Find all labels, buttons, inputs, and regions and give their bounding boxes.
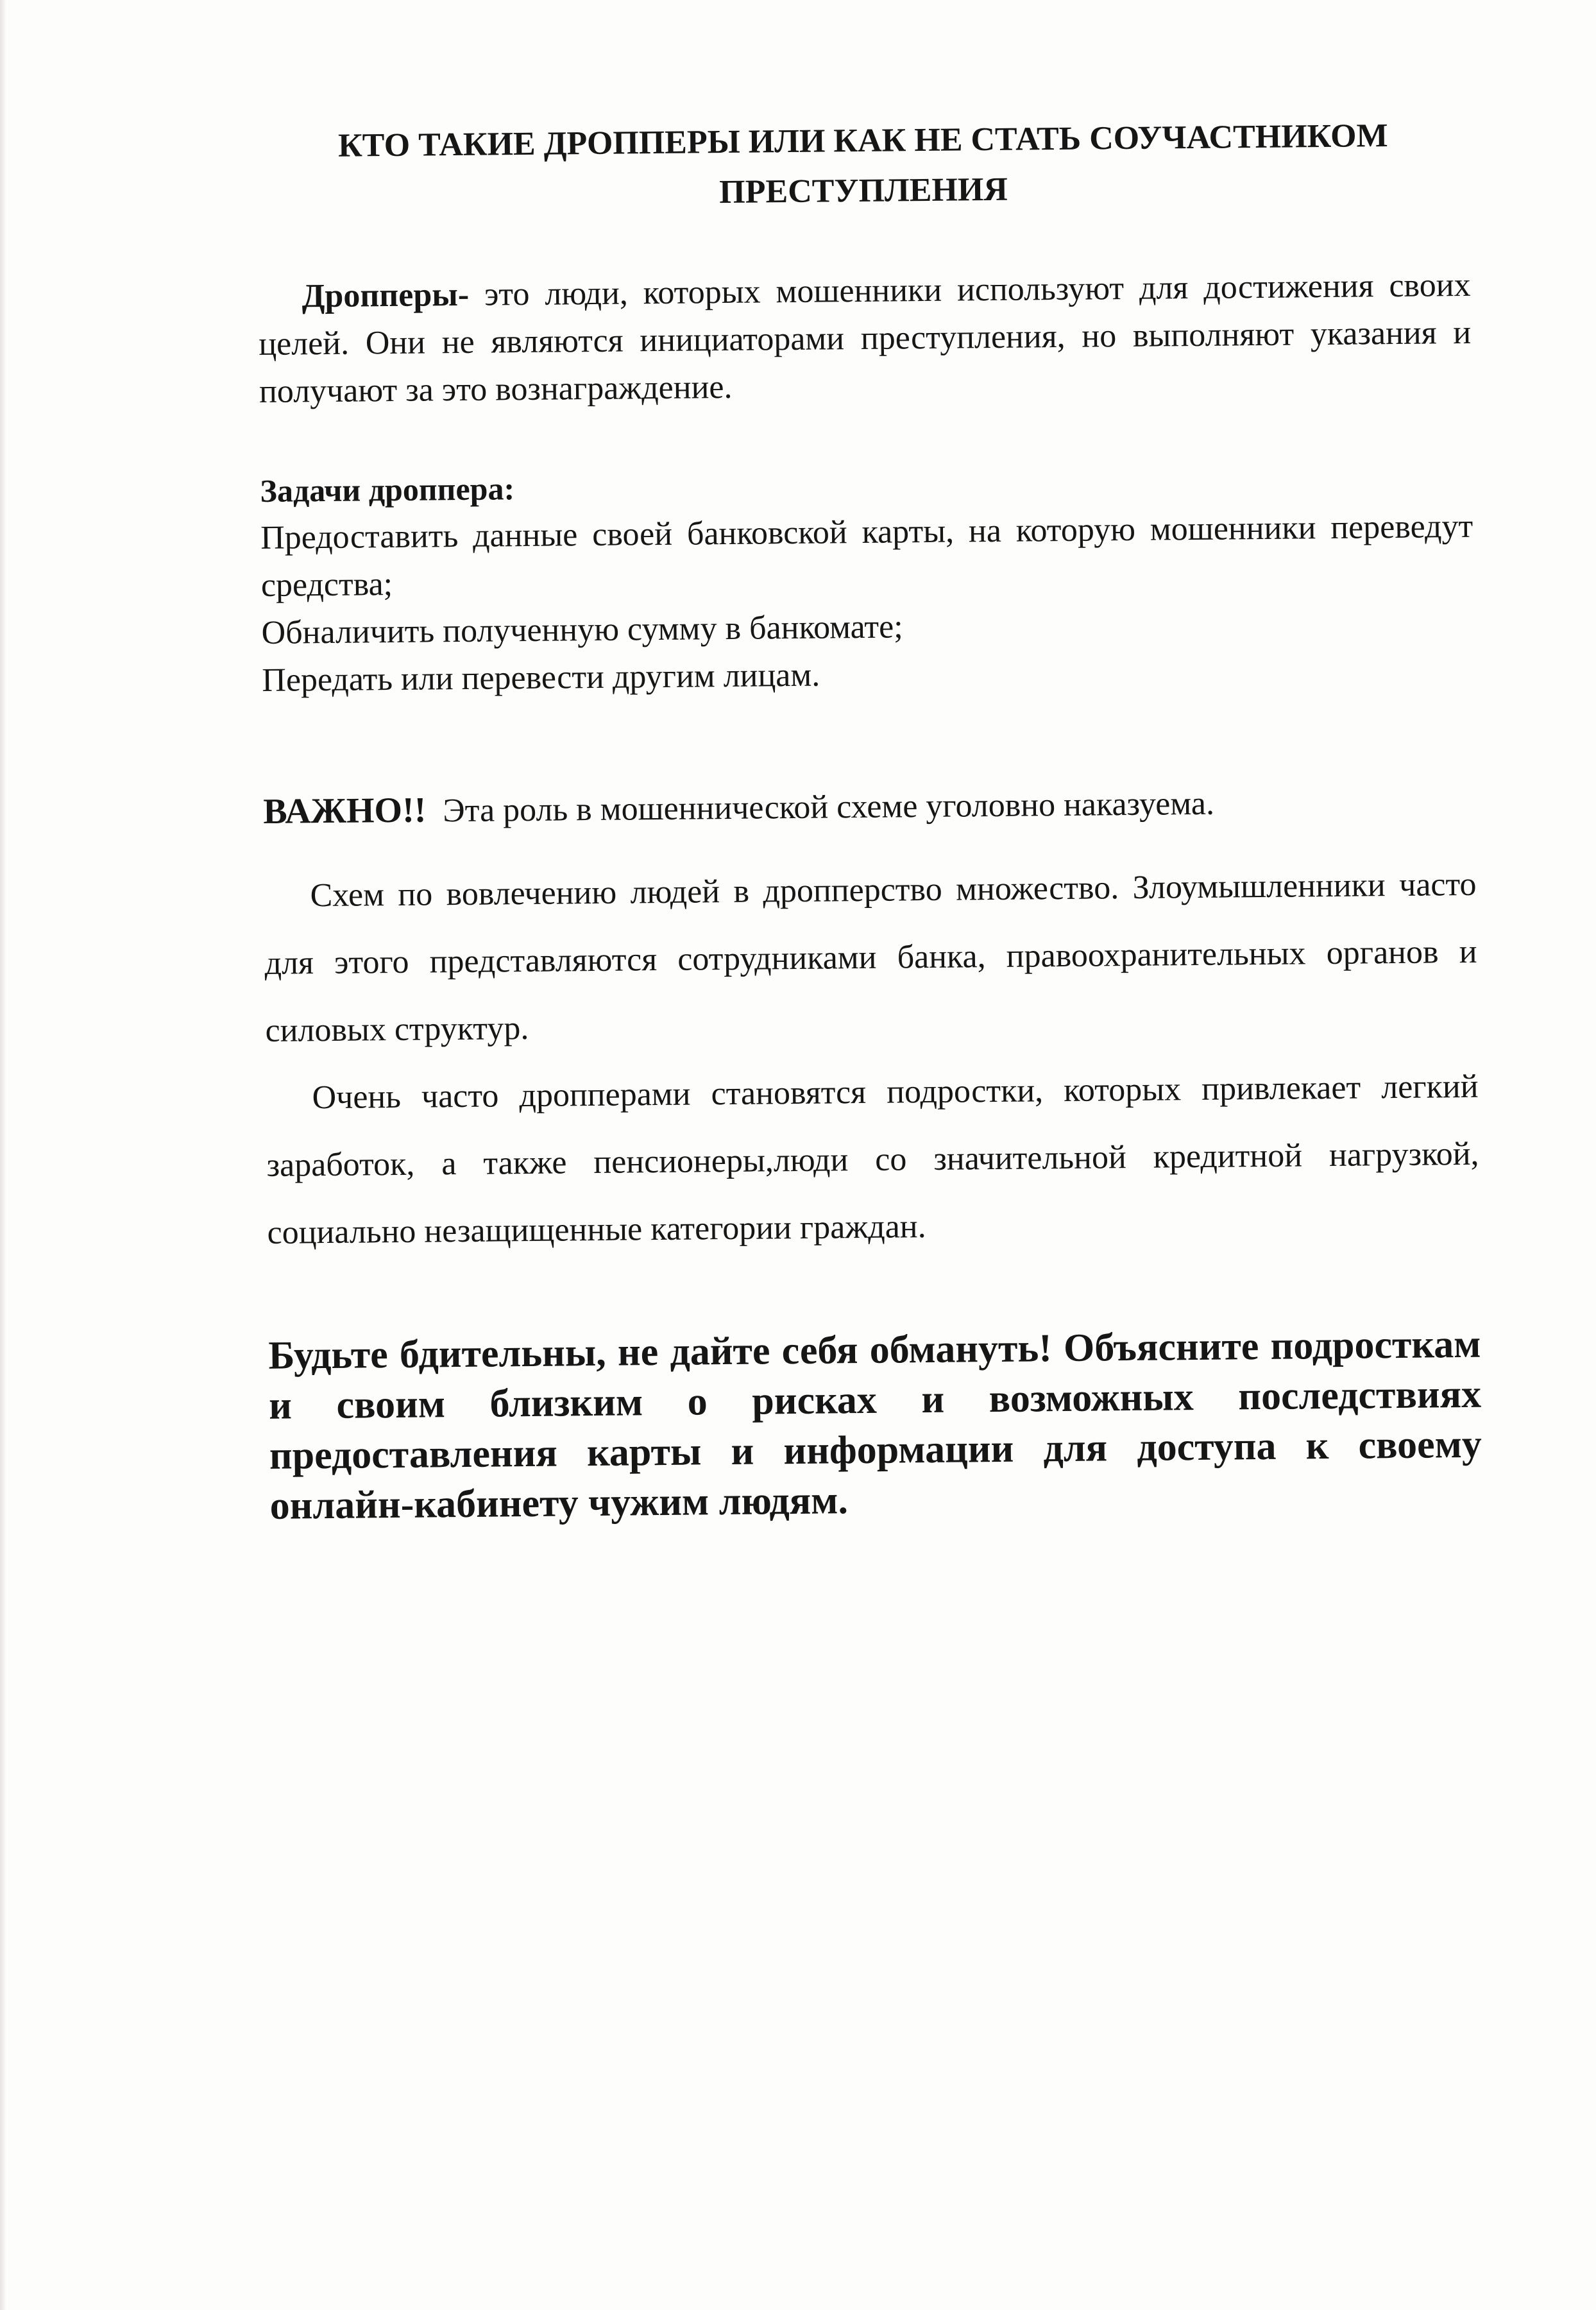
important-note: [263, 776, 1476, 837]
tasks-list: [260, 503, 1475, 705]
task-item: Предоставить данные своей банковской карты, на которую мошенники переведут средства;: [260, 508, 1473, 604]
document-content: [257, 110, 1482, 1531]
task-item: Передать или перевести другим лицам.: [262, 656, 820, 699]
definition-text: это люди, которых мошенники используют для достижения своих целей. Они не являются инициаторами преступления, но выполняют указания и получают за это вознаграждение.: [259, 266, 1472, 410]
document-title: [257, 110, 1470, 222]
schemes-paragraph: Схем по вовлечению людей в дропперство множество. Злоумышленники часто для этого представляются сотрудниками банка, правоохранительных органов и силовых структур.: [264, 866, 1477, 1049]
definition-paragraph: [258, 262, 1472, 416]
tasks-heading: Задачи дроппера:: [260, 470, 515, 509]
definition-term: Дропперы-: [301, 276, 470, 315]
victims-paragraph: Очень часто дропперами становятся подростки, которых привлекает легкий заработок, а также пенсионеры,люди со значительной кредитной нагрузкой, социально незащищенные категории граждан.: [266, 1068, 1479, 1251]
page-edge-shadow: [0, 0, 6, 2310]
title-line-1: КТО ТАКИЕ ДРОППЕРЫ ИЛИ КАК НЕ СТАТЬ СОУЧАСТНИКОМ: [337, 117, 1388, 164]
warning-paragraph: Будьте бдительны, не дайте себя обмануть! Объясните подросткам и своим близким о рисках и возможных последствиях предоставления карты и информации для доступа к своему онлайн-кабинету чужим людям.: [268, 1322, 1482, 1528]
task-item: Обналичить полученную сумму в банкомате;: [261, 608, 903, 651]
important-text: Эта роль в мошеннической схеме уголовно наказуема.: [443, 785, 1215, 830]
title-line-2: ПРЕСТУПЛЕНИЯ: [718, 171, 1008, 211]
important-label: ВАЖНО!!: [263, 790, 427, 832]
